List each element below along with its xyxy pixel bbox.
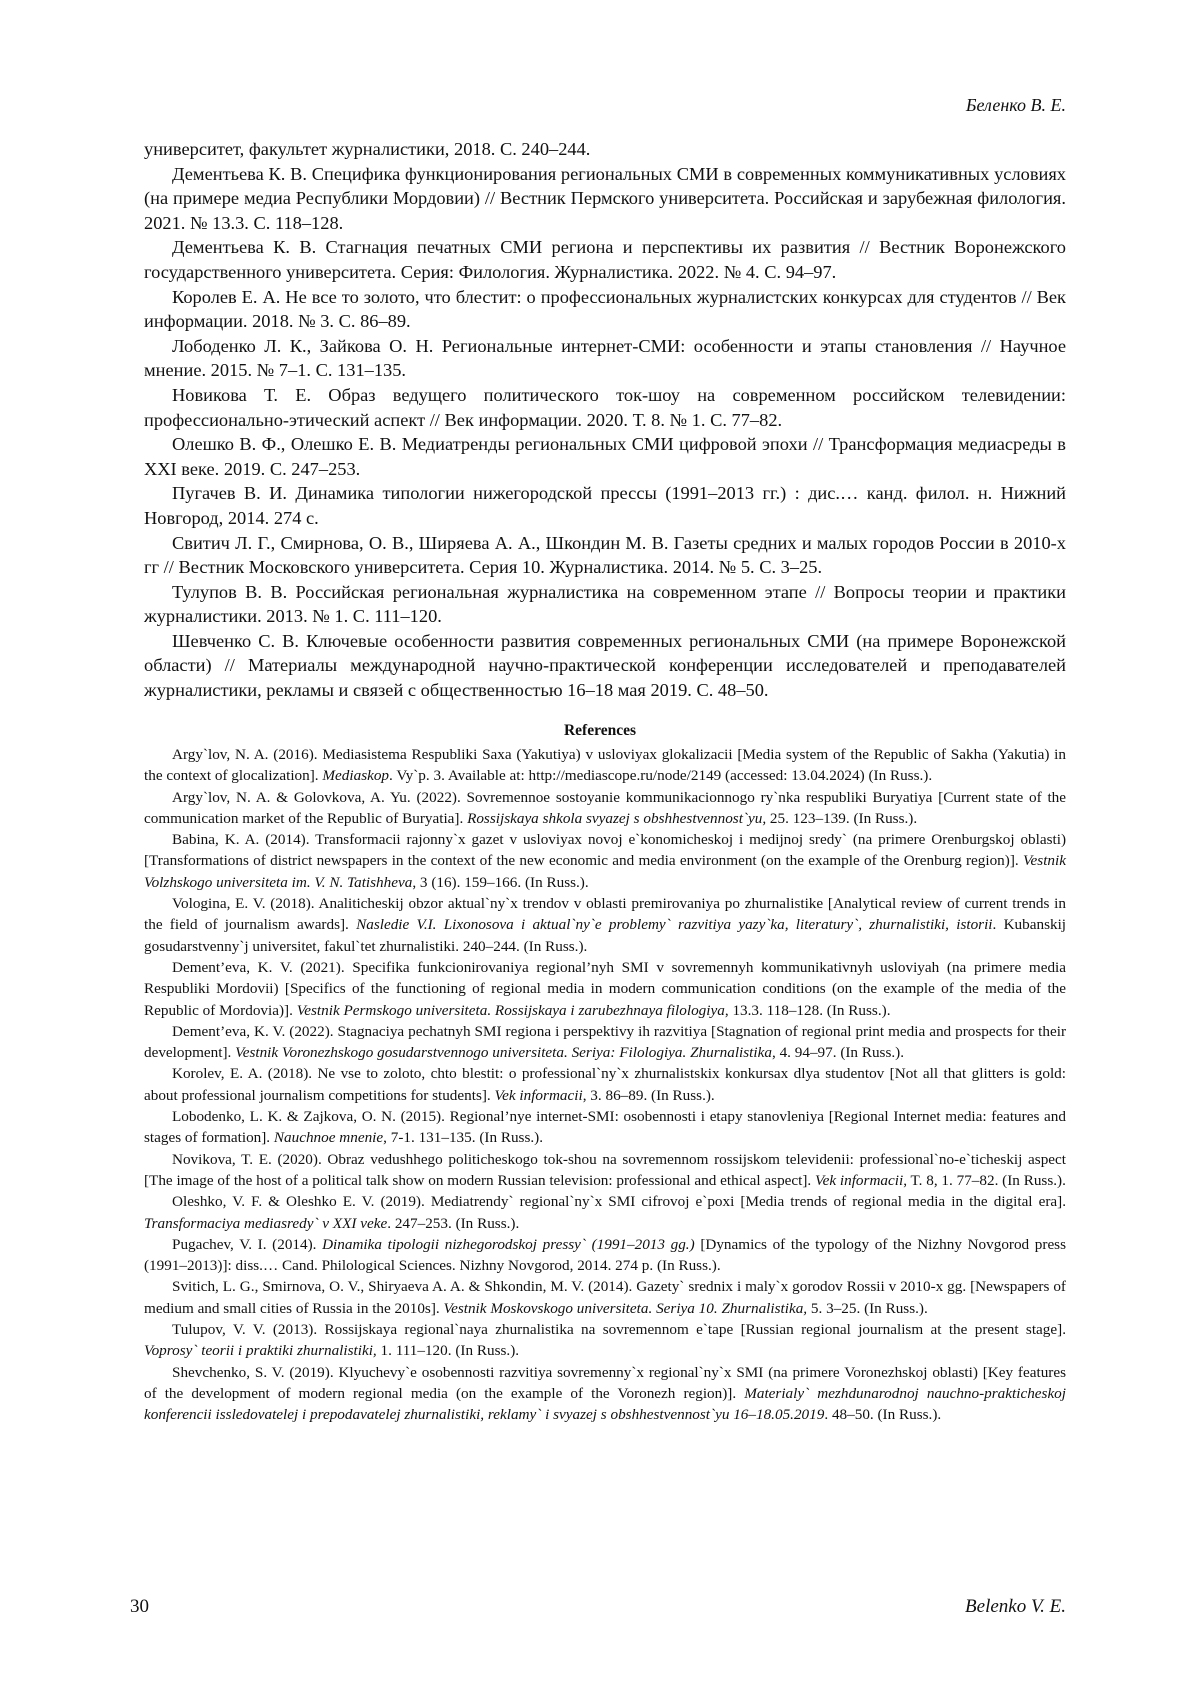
russian-reference: Дементьева К. В. Стагнация печатных СМИ региона и перспективы их развития // Вестник Воронежского государственного университета. Серия: Филология. Журналистика. 2022. № 4. С. 94–97. bbox=[144, 237, 1066, 282]
footer-author: Belenko V. E. bbox=[965, 1596, 1066, 1617]
russian-reference: Дементьева К. В. Специфика функционирования региональных СМИ в современных коммуникативных условиях (на примере медиа Республики Мордовии) // Вестник Пермского университета. Российская и зарубежная филология. 2021. № 13.3. С. 118–128. bbox=[144, 163, 1066, 233]
reference-item: Novikova, T. E. (2020). Obraz vedushhego politicheskogo tok-shou na sovremennom rossijskom televidenii: professional`no-e`ticheskij aspect [The image of the host of a political talk show on modern Russian television: professional and ethical aspect]. Vek informacii, T. 8, 1. 77–82. (In Russ.). bbox=[144, 1150, 1066, 1189]
reference-item: Dement’eva, K. V. (2022). Stagnaciya pechatnyh SMI regiona i perspektivy ih razvitiya [Stagnation of regional print media and prospects for their development]. Vestnik Voronezhskogo gosudarstvennogo universiteta. Seriya: Filologiya. Zhurnalistika, 4. 94–97. (In Russ.). bbox=[144, 1022, 1066, 1062]
reference-item: Babina, K. A. (2014). Transformacii rajonny`x gazet v usloviyax novoj e`konomicheskoj i medijnoj sredy` (na primere Orenburgskoj oblasti) [Transformations of district newspapers in the context of the new economic and media environment (on the example of the Orenburg region)]. Vestnik Volzhskogo universiteta im. V. N. Tatishheva, 3 (16). 159–166. (In Russ.). bbox=[144, 831, 1066, 891]
reference-item: Argy`lov, N. A. & Golovkova, A. Yu. (2022). Sovremennoe sostoyanie kommunikacionnogo ry`nka respubliki Buryatiya [Current state of the communication market of the Republic of Buryatia]. Rossijskaya shkola svyazej s obshhestvennost`yu, 25. 123–139. (In Russ.). bbox=[144, 788, 1066, 827]
reference-item: Shevchenko, S. V. (2019). Klyuchevy`e osobennosti razvitiya sovremenny`x regional`ny`x SMI (na primere Voronezhskoj oblasti) [Key features of the development of modern regional media (on the example of the Voronezh region)]. Materialy` mezhdunarodnoj nauchno-prakticheskoj konferencii issledovatelej i prepodavatelej zhurnalistiki, reklamy` i svyazej s obshhestvennost`yu 16–18.05.2019. 48–50. (In Russ.). bbox=[144, 1363, 1066, 1424]
russian-reference: Лободенко Л. К., Зайкова О. Н. Региональные интернет-СМИ: особенности и этапы становления // Научное мнение. 2015. № 7–1. С. 131–135. bbox=[144, 335, 1066, 381]
russian-reference: Свитич Л. Г., Смирнова, О. В., Ширяева А. А., Шкондин М. В. Газеты средних и малых городов России в 2010-х гг // Вестник Московского университета. Серия 10. Журналистика. 2014. № 5. С. 3–25. bbox=[144, 532, 1066, 578]
russian-reference: Королев Е. А. Не все то золото, что блестит: о профессиональных журналистских конкурсах для студентов // Век информации. 2018. № 3. С. 86–89. bbox=[144, 286, 1066, 332]
russian-reference: Шевченко С. В. Ключевые особенности развития современных региональных СМИ (на примере Воронежской области) // Материалы международной научно-практической конференции исследователей и преподавателей журналистики, рекламы и связей с общественностью 16–18 мая 2019. С. 48–50. bbox=[144, 630, 1066, 701]
reference-item: Korolev, E. A. (2018). Ne vse to zoloto, chto blestit: o professional`ny`x zhurnalistskix konkursax dlya studentov [Not all that glitters is gold: about professional journalism competitions for students]. Vek informacii, 3. 86–89. (In Russ.). bbox=[144, 1065, 1066, 1104]
russian-reference: Пугачев В. И. Динамика типологии нижегородской прессы (1991–2013 гг.) : дис.… канд. филол. н. Нижний Новгород, 2014. 274 с. bbox=[144, 483, 1066, 528]
page-number: 30 bbox=[130, 1596, 149, 1617]
reference-item: Lobodenko, L. K. & Zajkova, O. N. (2015). Regional’nye internet-SMI: osobennosti i etapy stanovleniya [Regional Internet media: features and stages of formation]. Nauchnoe mnenie, 7-1. 131–135. (In Russ.). bbox=[144, 1108, 1066, 1147]
running-head: Беленко В. Е. bbox=[965, 95, 1066, 115]
reference-item: Argy`lov, N. A. (2016). Mediasistema Respubliki Saxa (Yakutiya) v usloviyax glokalizacii [Media system of the Republic of Sakha (Yakutia) in the context of glocalization]. Mediaskop. Vy`p. 3. Available at: http://mediascope.ru/node/2149 (accessed: 13.04.2024) (In Russ.). bbox=[144, 746, 1066, 785]
reference-item: Vologina, E. V. (2018). Analiticheskij obzor aktual`ny`x trendov v oblasti premirovaniya po zhurnalistike [Analytical review of current trends in the field of journalism awards]. Nasledie V.I. Lixonosova i aktual`ny`e problemy` razvitiya yazy`ka, literatury`, zhurnalistiki, istorii. Kubanskij gosudarstvenny`j universitet, fakul`tet zhurnalistiki. 240–244. (In Russ.). bbox=[144, 895, 1067, 955]
references-heading: References bbox=[563, 722, 636, 739]
reference-item: Pugachev, V. I. (2014). Dinamika tipologii nizhegorodskoj pressy` (1991–2013 gg.) [Dynamics of the typology of the Nizhny Novgorod press (1991–2013)]: diss.… Cand. Philological Sciences. Nizhny Novgorod, 2014. 274 p. (In Russ.). bbox=[144, 1235, 1067, 1275]
russian-reference: Новикова Т. Е. Образ ведущего политического ток-шоу на современном российском телевидении: профессионально-этический аспект // Век информации. 2020. Т. 8. № 1. С. 77–82. bbox=[144, 384, 1066, 430]
russian-reference: Олешко В. Ф., Олешко Е. В. Медиатренды региональных СМИ цифровой эпохи // Трансформация медиасреды в XXI веке. 2019. С. 247–253. bbox=[144, 434, 1066, 479]
reference-item: Tulupov, V. V. (2013). Rossijskaya regional`naya zhurnalistika na sovremennom e`tape [Russian regional journalism at the present stage]. Voprosy` teorii i praktiki zhurnalistiki, 1. 111–120. (In Russ.). bbox=[144, 1321, 1066, 1360]
references-list bbox=[144, 744, 1066, 1426]
reference-item: Svitich, L. G., Smirnova, O. V., Shiryaeva A. A. & Shkondin, M. V. (2014). Gazety` srednix i maly`x gorodov Rossii v 2010-x gg. [Newspapers of medium and small cities of Russia in the 2010s]. Vestnik Moskovskogo universiteta. Seriya 10. Zhurnalistika, 5. 3–25. (In Russ.). bbox=[144, 1278, 1066, 1317]
russian-reference: Тулупов В. В. Российская региональная журналистика на современном этапе // Вопросы теории и практики журналистики. 2013. № 1. С. 111–120. bbox=[144, 581, 1066, 627]
reference-item: Oleshko, V. F. & Oleshko E. V. (2019). Mediatrendy` regional`ny`x SMI cifrovoj e`poxi [Media trends of regional media in the digital era]. Transformaciya mediasredy` v XXI veke. 247–253. (In Russ.). bbox=[144, 1193, 1066, 1232]
reference-item: Dement’eva, K. V. (2021). Specifika funkcionirovaniya regional’nyh SMI v sovremennyh kommunikativnyh usloviyah (na primere media Respubliki Mordovii) [Specifics of the functioning of regional media in modern communication conditions (on the example of the media of the Republic of Mordovia)]. Vestnik Permskogo universiteta. Rossijskaya i zarubezhnaya filologiya, 13.3. 118–128. (In Russ.). bbox=[144, 958, 1066, 1019]
russian-reference: университет, факультет журналистики, 2018. С. 240–244. bbox=[144, 139, 591, 159]
russian-reference-list bbox=[144, 137, 1066, 703]
